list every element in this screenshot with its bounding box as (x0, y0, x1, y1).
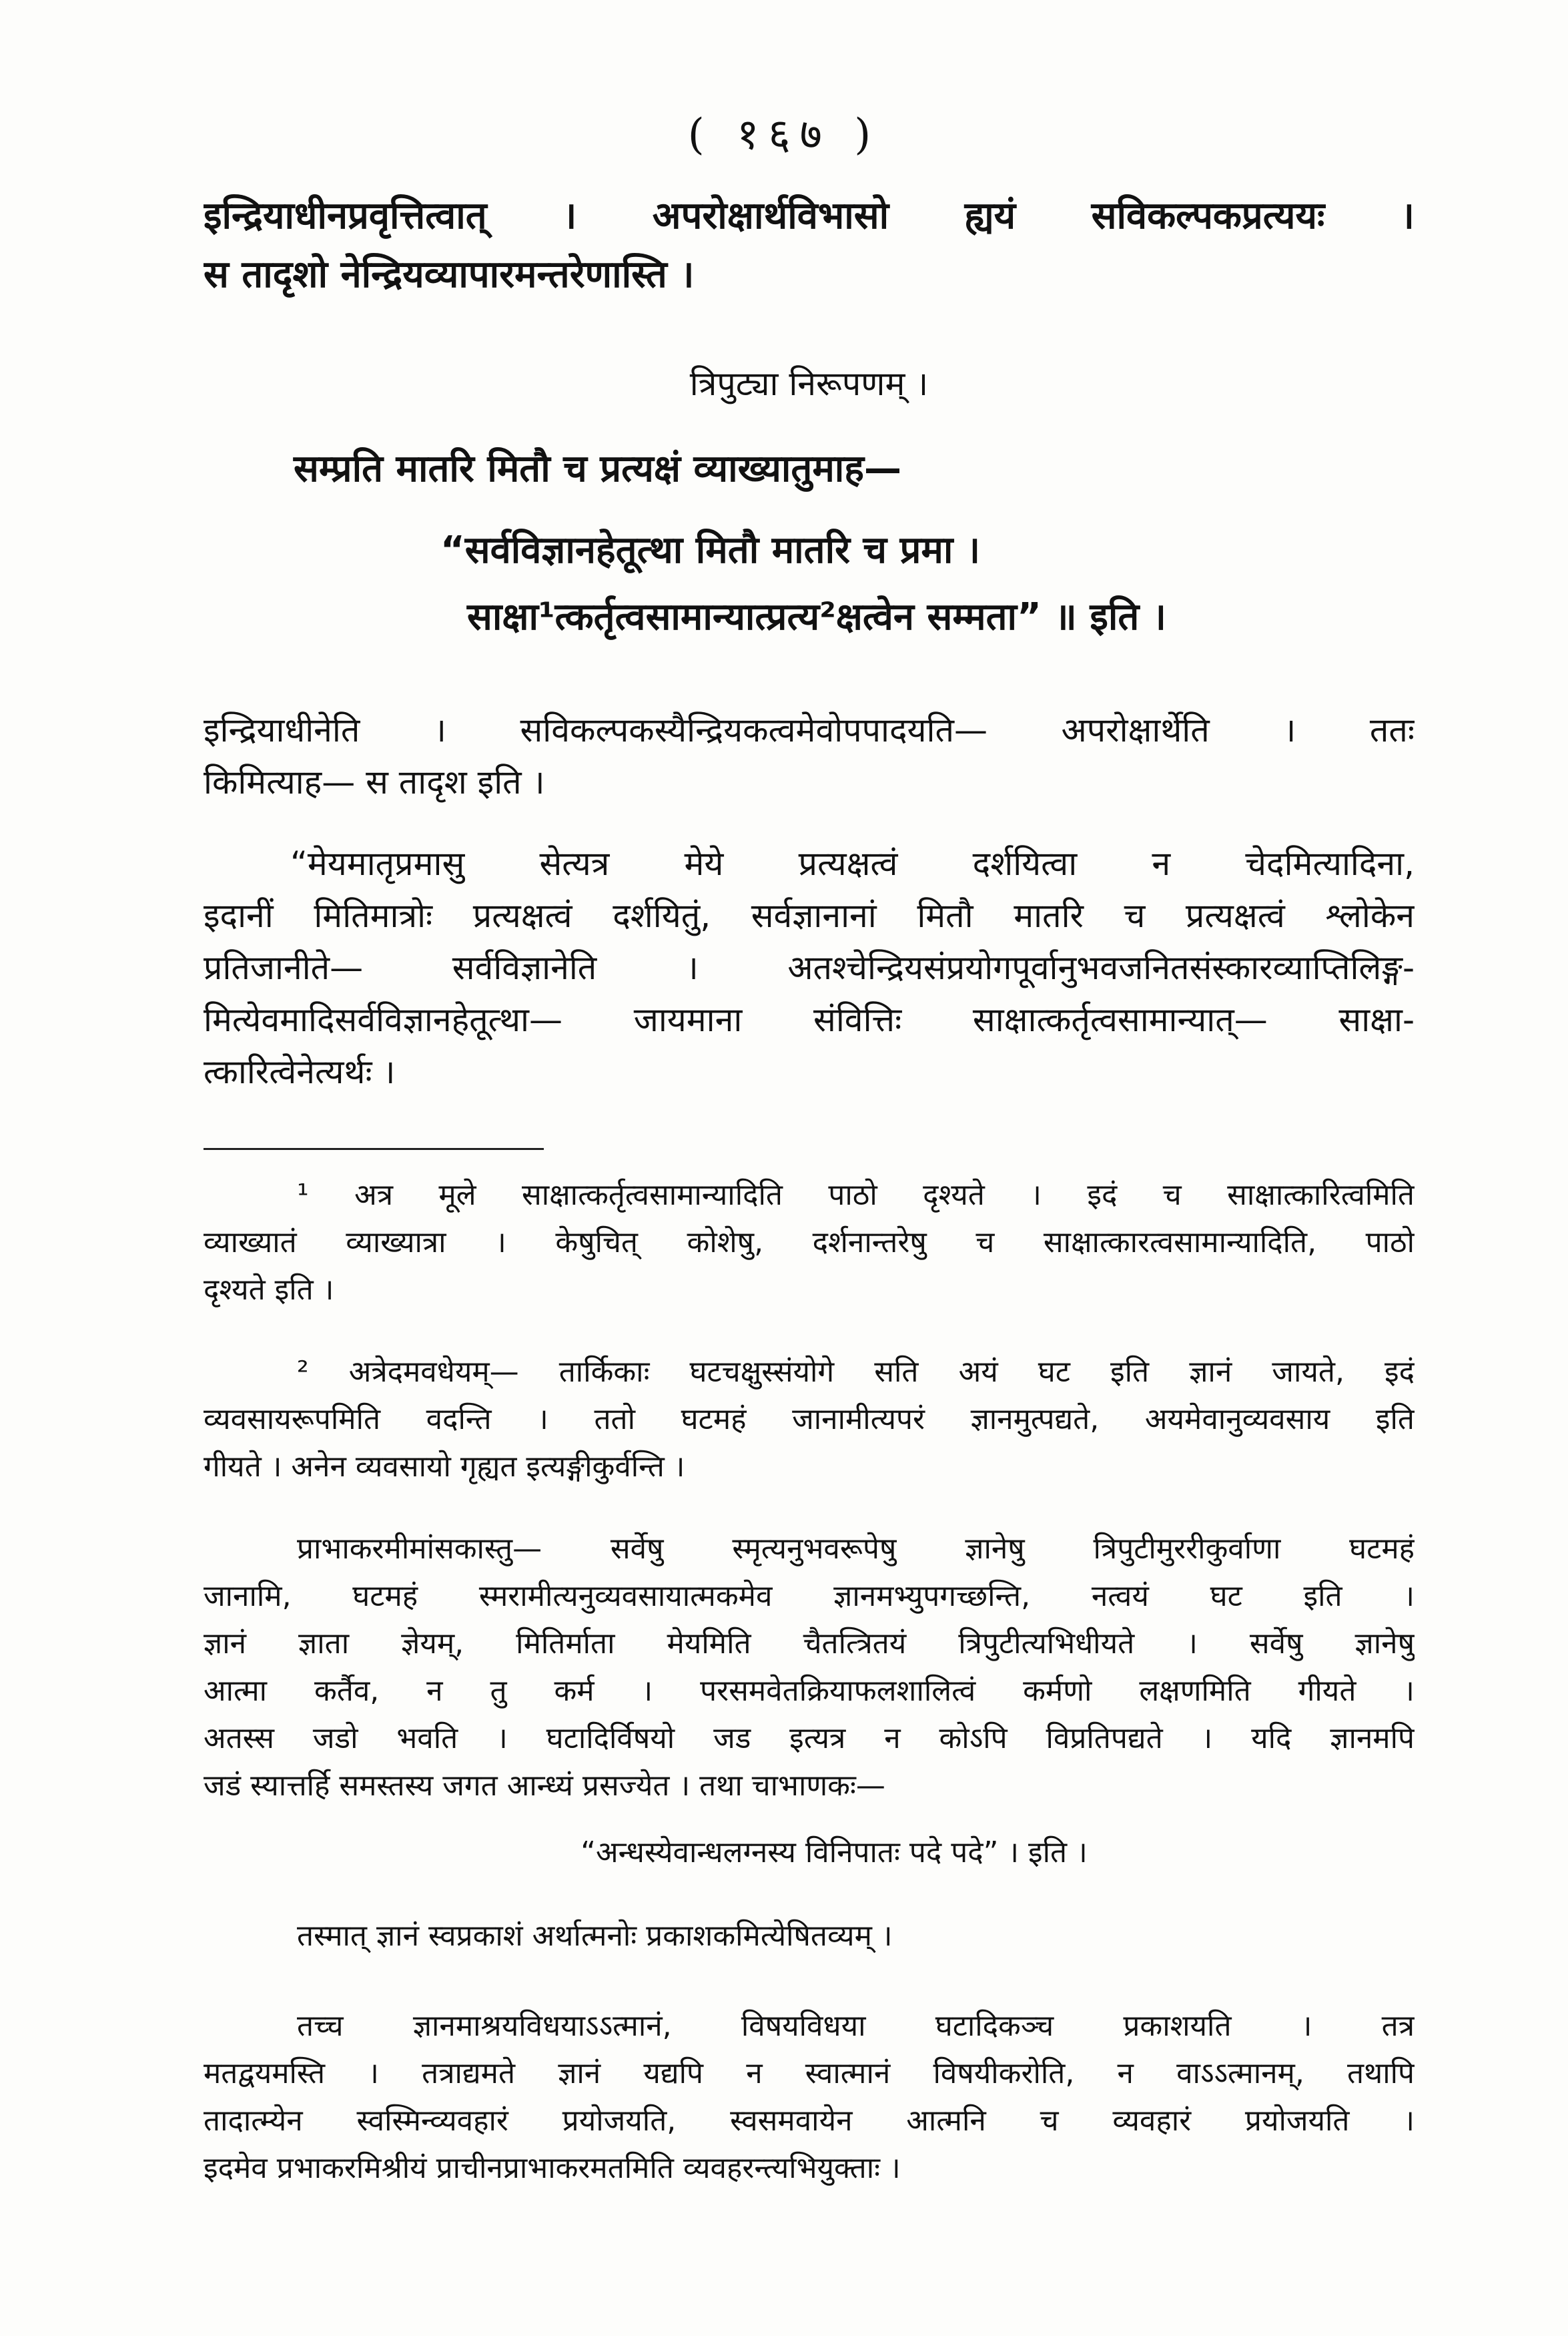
footnote-line: अतस्स जडो भवति । घटादिर्विषयो जड इत्यत्र न कोऽपि विप्रतिपद्यते । यदि ज्ञानमपि (204, 1721, 1415, 1755)
footnote-line: तादात्म्येन स्वस्मिन्व्यवहारं प्रयोजयति, स्वसमवायेन आत्मनि च व्यवहारं प्रयोजयति । (204, 2104, 1415, 2138)
commentary-line: प्रतिजानीते— सर्वविज्ञानेति । अतश्चेन्द्रियसंप्रयोगपूर्वानुभवजनितसंस्कारव्याप्तिलिङ्ग- (204, 948, 1415, 987)
footnote-line: प्राभाकरमीमांसकास्तु— सर्वेषु स्मृत्यनुभवरूपेषु ज्ञानेषु त्रिपुटीमुररीकुर्वाणा घटमहं (297, 1532, 1415, 1566)
commentary-line: “मेयमातृप्रमासु सेत्यत्र मेये प्रत्यक्षत्वं दर्शयित्वा न चेदमित्यादिना, (290, 844, 1415, 883)
footnote-1 (204, 1171, 1415, 1313)
footnote-paragraph (204, 1525, 1415, 1809)
footnote-line: जडं स्यात्तर्हि समस्तस्य जगत आन्ध्यं प्रसज्येत । तथा चाभाणकः— (204, 1769, 885, 1803)
footnote-line: तस्मात् ज्ञानं स्वप्रकाशं अर्थात्मनोः प्रकाशकमित्येषितव्यम् । (297, 1919, 893, 1953)
footnote-line: ज्ञानं ज्ञाता ज्ञेयम्, मितिर्माता मेयमिति चैतत्त्रितयं त्रिपुटीत्यभिधीयते । सर्वेषु ज्ञानेषु (204, 1627, 1415, 1661)
page-number: ( १६७ ) (687, 110, 881, 160)
root-text-line: इन्द्रियाधीनप्रवृत्तित्वात् । अपरोक्षार्थविभासो ह्ययं सविकल्पकप्रत्ययः । (204, 194, 1415, 238)
intro-line: सम्प्रति मातरि मितौ च प्रत्यक्षं व्याख्यातुमाह— (294, 447, 902, 491)
footnote-line: इदमेव प्रभाकरमिश्रीयं प्राचीनप्राभाकरमतमिति व्यवहरन्त्यभियुक्ताः । (204, 2151, 901, 2185)
commentary-line: इन्द्रियाधीनेति । सविकल्पकस्यैन्द्रियकत्वमेवोपपादयति— अपरोक्षार्थेति । ततः (204, 711, 1415, 750)
footnote-divider (204, 1148, 544, 1150)
footnote-line: व्यवसायरूपमिति वदन्ति । ततो घटमहं जानामीत्यपरं ज्ञानमुत्पद्यते, अयमेवानुव्यवसाय इति (204, 1402, 1415, 1436)
footnote-paragraph (204, 1912, 1415, 1960)
commentary-line: मित्येवमादिसर्वविज्ञानहेतूत्था— जायमाना संवित्तिः साक्षात्कर्तृत्वसामान्यात्— साक्षा- (204, 1000, 1415, 1039)
commentary-line: त्कारित्वेनेत्यर्थः । (204, 1053, 396, 1091)
verse-line: “सर्वविज्ञानहेतूत्था मितौ मातरि च प्रमा । (440, 529, 981, 572)
verse-line: साक्षा¹त्कर्तृत्वसामान्यात्प्रत्य²क्षत्वेन सम्मता” ॥ इति । (467, 595, 1166, 639)
commentary-line: किमित्याह— स तादृश इति । (204, 763, 545, 802)
root-text-line: स तादृशो नेन्द्रियव्यापारमन्तरेणास्ति । (204, 253, 695, 296)
footnote-line: आत्मा कर्तैव, न तु कर्म । परसमवेतक्रियाफलशालित्वं कर्मणो लक्षणमिति गीयते । (204, 1674, 1415, 1708)
footnote-quote: “अन्धस्येवान्धलग्नस्य विनिपातः पदे पदे” । इति । (580, 1835, 1088, 1869)
commentary-paragraph (204, 704, 1415, 808)
commentary-paragraph (204, 838, 1415, 1098)
footnote-line: ² अत्रेदमवधेयम्— तार्किकाः घटचक्षुस्संयोगे सति अयं घट इति ज्ञानं जायते, इदं (297, 1355, 1415, 1389)
footnote-line: मतद्वयमस्ति । तत्राद्यमते ज्ञानं यद्यपि न स्वात्मानं विषयीकरोति, न वाऽऽत्मानम्, तथापि (204, 2056, 1415, 2090)
footnote-paragraph (204, 2002, 1415, 2192)
footnote-line: तच्च ज्ञानमाश्रयविधयाऽऽत्मानं, विषयविधया घटादिकञ्च प्रकाशयति । तत्र (297, 2009, 1415, 2043)
footnote-line: गीयते । अनेन व्यवसायो गृह्यत इत्यङ्गीकुर्वन्ति । (204, 1450, 685, 1484)
footnote-line: दृश्यते इति । (204, 1273, 334, 1307)
footnote-2 (204, 1348, 1415, 1490)
root-text (204, 187, 1415, 304)
footnote-line: व्याख्यातं व्याख्यात्रा । केषुचित् कोशेषु, दर्शनान्तरेषु च साक्षात्कारत्वसामान्यादिति, पाठो (204, 1225, 1415, 1259)
footnote-line: ¹ अत्र मूले साक्षात्कर्तृत्वसामान्यादिति पाठो दृश्यते । इदं च साक्षात्कारित्वमिति (297, 1178, 1415, 1212)
footnote-line: जानामि, घटमहं स्मरामीत्यनुव्यवसायात्मकमेव ज्ञानमभ्युपगच्छन्ति, नत्वयं घट इति । (204, 1579, 1415, 1613)
section-heading: त्रिपुट्या निरूपणम् । (689, 364, 929, 403)
commentary-line: इदानीं मितिमात्रोः प्रत्यक्षत्वं दर्शयितुं, सर्वज्ञानानां मितौ मातरि च प्रत्यक्षत्वं श्लोकेन (204, 896, 1415, 935)
